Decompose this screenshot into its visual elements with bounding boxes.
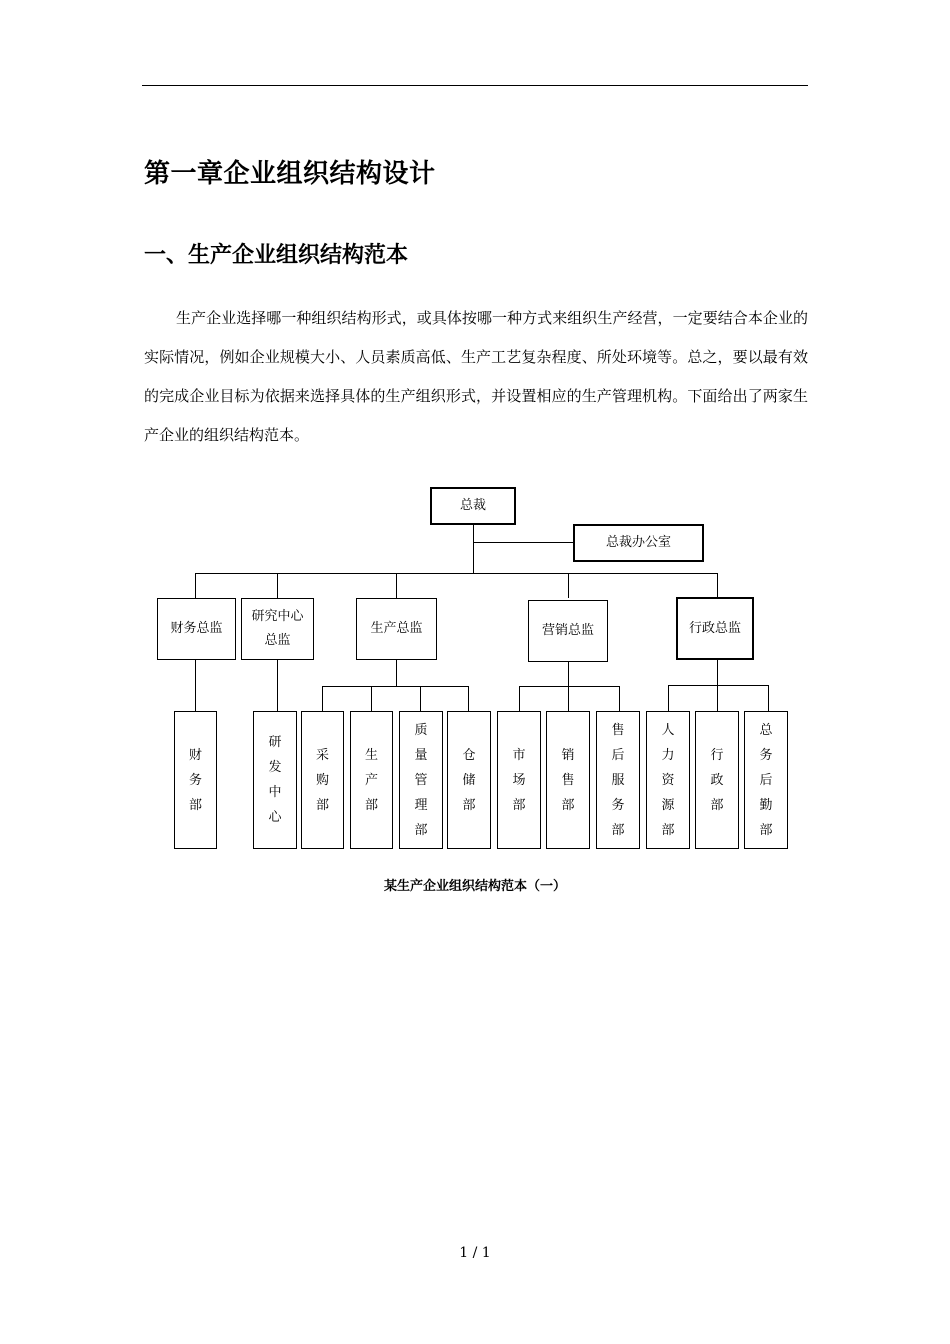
finance-director-box [157, 598, 236, 660]
body-paragraph: 生产企业选择哪一种组织结构形式，或具体按哪一种方式来组织生产经营，一定要结合本企业的实际情况，例如企业规模大小、人员素质高低、生产工艺复杂程度、所处环境等。总之，要以最有效的完成企业目标为依据来选择具体的生产组织形式，并设置相应的生产管理机构。下面给出了两家生产企业的组织结构范本。 [144, 309, 808, 444]
chapter-title: 第一章企业组织结构设计 [144, 159, 436, 189]
rnd-director-box [241, 598, 314, 660]
market-box [497, 711, 541, 849]
connector-production-down [396, 660, 397, 686]
connector-rnd-center [277, 660, 278, 711]
connector-production-dept [371, 686, 372, 711]
sales-label: 销售部 [561, 747, 575, 813]
production-director-box [356, 598, 437, 660]
connector-sales [568, 686, 569, 711]
ceo-box [430, 487, 516, 525]
ceo-office-label: 总裁办公室 [605, 535, 671, 550]
after-sales-label: 售后服务部 [611, 722, 625, 838]
admin-director-label: 行政总监 [688, 620, 741, 636]
connector-admin-dept [717, 685, 718, 711]
connector-market [519, 686, 520, 711]
rnd-center-box [253, 711, 297, 849]
quality-box [399, 711, 443, 849]
connector-production-bar [322, 686, 468, 687]
admin-dept-box [695, 711, 739, 849]
purchasing-box [301, 711, 344, 849]
connector-logistics [768, 685, 769, 711]
connector-admin-bar [668, 685, 768, 686]
admin-dept-label: 行政部 [710, 747, 724, 813]
purchasing-label: 采购部 [316, 747, 330, 813]
section-title: 一、生产企业组织结构范本 [144, 243, 409, 268]
ceo-label: 总裁 [459, 498, 486, 513]
marketing-director-label: 营销总监 [541, 623, 594, 638]
connector-admin-director [717, 573, 718, 598]
connector-purchasing [322, 686, 323, 711]
connector-hr [668, 685, 669, 711]
connector-warehouse [468, 686, 469, 711]
connector-rnd-director [277, 573, 278, 598]
rnd-center-label: 研发中心 [268, 735, 282, 825]
finance-dept-box [174, 711, 217, 849]
logistics-box [744, 711, 788, 849]
connector-office [473, 542, 573, 543]
connector-finance-dept [195, 660, 196, 711]
connector-marketing-director [568, 573, 569, 598]
connector-quality [420, 686, 421, 711]
marketing-director-box [528, 600, 608, 662]
admin-director-box [676, 597, 754, 660]
market-label: 市场部 [512, 747, 526, 813]
connector-directors-bar [195, 573, 718, 574]
hr-label: 人力资源部 [661, 722, 675, 838]
production-dept-box [350, 711, 393, 849]
org-chart [150, 480, 800, 855]
page-number: 1 / 1 [459, 1245, 491, 1261]
after-sales-box [596, 711, 640, 849]
connector-after-sales [619, 686, 620, 711]
quality-label: 质量管理部 [414, 722, 428, 838]
finance-director-label: 财务总监 [170, 621, 223, 636]
connector-finance-director [195, 573, 196, 598]
logistics-label: 总务后勤部 [759, 722, 773, 838]
warehouse-label: 仓储部 [462, 747, 476, 813]
production-director-label: 生产总监 [370, 621, 423, 636]
connector-ceo-down [473, 525, 474, 573]
connector-marketing-down [568, 662, 569, 686]
warehouse-box [447, 711, 491, 849]
finance-dept-label: 财务部 [189, 747, 203, 813]
org-chart-caption: 某生产企业组织结构范本（一） [383, 879, 566, 894]
hr-box [646, 711, 690, 849]
connector-admin-down [717, 660, 718, 685]
rnd-director-label: 研究中心总监 [251, 609, 304, 648]
ceo-office-box [573, 524, 704, 562]
production-dept-label: 生产部 [365, 747, 379, 813]
sales-box [546, 711, 590, 849]
connector-production-director [396, 573, 397, 598]
header-rule [142, 85, 808, 86]
connector-marketing-bar [519, 686, 619, 687]
